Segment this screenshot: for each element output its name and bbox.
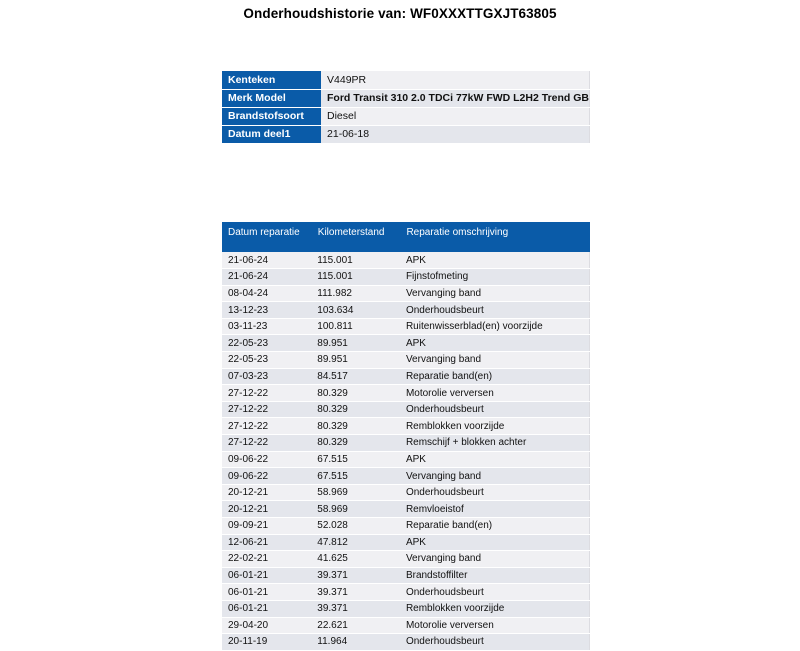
repair-description: APK: [400, 335, 590, 352]
vehicle-info-row: [222, 107, 590, 125]
repair-description: Onderhoudsbeurt: [400, 634, 590, 651]
page-title: Onderhoudshistorie van: WF0XXXTTGXJT63805: [243, 6, 557, 21]
table-row: [222, 252, 590, 269]
repair-date: 09-06-22: [222, 451, 311, 468]
table-row: [222, 551, 590, 568]
repair-mileage: 67.515: [311, 451, 400, 468]
repair-mileage: 80.329: [311, 435, 400, 452]
repair-history-body: [222, 252, 590, 650]
repair-description: APK: [400, 451, 590, 468]
repair-description: Remvloeistof: [400, 501, 590, 518]
table-row: [222, 335, 590, 352]
repair-date: 06-01-21: [222, 567, 311, 584]
repair-description: Motorolie verversen: [400, 617, 590, 634]
table-row: [222, 385, 590, 402]
repair-date: 27-12-22: [222, 418, 311, 435]
table-row: [222, 318, 590, 335]
repair-mileage: 39.371: [311, 567, 400, 584]
repair-date: 07-03-23: [222, 368, 311, 385]
table-row: [222, 584, 590, 601]
vehicle-info-label: Datum deel1: [222, 125, 321, 143]
repair-mileage: 11.964: [311, 634, 400, 651]
vehicle-info-label: Brandstofsoort: [222, 107, 321, 125]
table-row: [222, 285, 590, 302]
repair-description: Remblokken voorzijde: [400, 600, 590, 617]
repair-description: Onderhoudsbeurt: [400, 401, 590, 418]
repair-description: Vervanging band: [400, 468, 590, 485]
table-row: [222, 600, 590, 617]
vehicle-info-body: [222, 71, 590, 143]
repair-mileage: 103.634: [311, 302, 400, 319]
repair-description: Onderhoudsbeurt: [400, 484, 590, 501]
repair-mileage: 80.329: [311, 401, 400, 418]
repair-description: Remblokken voorzijde: [400, 418, 590, 435]
vehicle-info-row: [222, 71, 590, 89]
repair-mileage: 67.515: [311, 468, 400, 485]
repair-mileage: 52.028: [311, 518, 400, 535]
repair-description: Vervanging band: [400, 352, 590, 369]
table-header-row: [222, 222, 590, 252]
column-header-mileage: Kilometerstand: [311, 222, 400, 252]
repair-description: Onderhoudsbeurt: [400, 302, 590, 319]
repair-date: 22-05-23: [222, 335, 311, 352]
table-row: [222, 352, 590, 369]
repair-description: Vervanging band: [400, 285, 590, 302]
repair-mileage: 111.982: [311, 285, 400, 302]
repair-mileage: 89.951: [311, 352, 400, 369]
repair-mileage: 39.371: [311, 584, 400, 601]
table-row: [222, 435, 590, 452]
repair-description: Motorolie verversen: [400, 385, 590, 402]
repair-date: 03-11-23: [222, 318, 311, 335]
repair-mileage: 47.812: [311, 534, 400, 551]
vehicle-info-value: V449PR: [321, 71, 589, 89]
table-row: [222, 368, 590, 385]
table-row: [222, 418, 590, 435]
repair-date: 09-09-21: [222, 518, 311, 535]
column-header-date: Datum reparatie: [222, 222, 311, 252]
column-header-description: Reparatie omschrijving: [400, 222, 590, 252]
repair-date: 21-06-24: [222, 252, 311, 269]
vehicle-info-row: [222, 89, 590, 107]
repair-mileage: 58.969: [311, 484, 400, 501]
table-row: [222, 534, 590, 551]
repair-history-table: [222, 222, 590, 651]
repair-mileage: 80.329: [311, 385, 400, 402]
repair-mileage: 100.811: [311, 318, 400, 335]
repair-date: 12-06-21: [222, 534, 311, 551]
repair-date: 27-12-22: [222, 435, 311, 452]
repair-description: Onderhoudsbeurt: [400, 584, 590, 601]
table-row: [222, 468, 590, 485]
repair-mileage: 22.621: [311, 617, 400, 634]
repair-date: 22-05-23: [222, 352, 311, 369]
repair-mileage: 41.625: [311, 551, 400, 568]
table-row: [222, 634, 590, 651]
repair-date: 06-01-21: [222, 600, 311, 617]
repair-history-header: [222, 222, 590, 252]
repair-date: 06-01-21: [222, 584, 311, 601]
repair-date: 20-12-21: [222, 484, 311, 501]
table-row: [222, 567, 590, 584]
repair-date: 21-06-24: [222, 269, 311, 286]
table-row: [222, 484, 590, 501]
repair-date: 13-12-23: [222, 302, 311, 319]
vehicle-info-value: 21-06-18: [321, 125, 589, 143]
repair-description: APK: [400, 252, 590, 269]
repair-description: Fijnstofmeting: [400, 269, 590, 286]
repair-description: Ruitenwisserblad(en) voorzijde: [400, 318, 590, 335]
repair-description: Vervanging band: [400, 551, 590, 568]
repair-description: Brandstoffilter: [400, 567, 590, 584]
repair-mileage: 115.001: [311, 252, 400, 269]
repair-description: Remschijf + blokken achter: [400, 435, 590, 452]
repair-date: 20-11-19: [222, 634, 311, 651]
table-row: [222, 269, 590, 286]
vehicle-info-label: Merk Model: [222, 89, 321, 107]
repair-date: 09-06-22: [222, 468, 311, 485]
table-row: [222, 451, 590, 468]
repair-mileage: 58.969: [311, 501, 400, 518]
repair-date: 29-04-20: [222, 617, 311, 634]
repair-mileage: 115.001: [311, 269, 400, 286]
repair-date: 20-12-21: [222, 501, 311, 518]
vehicle-info-value: Diesel: [321, 107, 589, 125]
vehicle-info-row: [222, 125, 590, 143]
repair-mileage: 89.951: [311, 335, 400, 352]
repair-description: Reparatie band(en): [400, 368, 590, 385]
table-row: [222, 501, 590, 518]
table-row: [222, 518, 590, 535]
repair-date: 08-04-24: [222, 285, 311, 302]
table-row: [222, 302, 590, 319]
table-row: [222, 401, 590, 418]
table-row: [222, 617, 590, 634]
vehicle-info-value: Ford Transit 310 2.0 TDCi 77kW FWD L2H2 Trend GB: [321, 89, 589, 107]
repair-description: Reparatie band(en): [400, 518, 590, 535]
vehicle-info-table: [222, 71, 590, 144]
repair-mileage: 39.371: [311, 600, 400, 617]
repair-date: 22-02-21: [222, 551, 311, 568]
repair-description: APK: [400, 534, 590, 551]
repair-mileage: 84.517: [311, 368, 400, 385]
repair-mileage: 80.329: [311, 418, 400, 435]
repair-date: 27-12-22: [222, 401, 311, 418]
vehicle-info-label: Kenteken: [222, 71, 321, 89]
repair-date: 27-12-22: [222, 385, 311, 402]
